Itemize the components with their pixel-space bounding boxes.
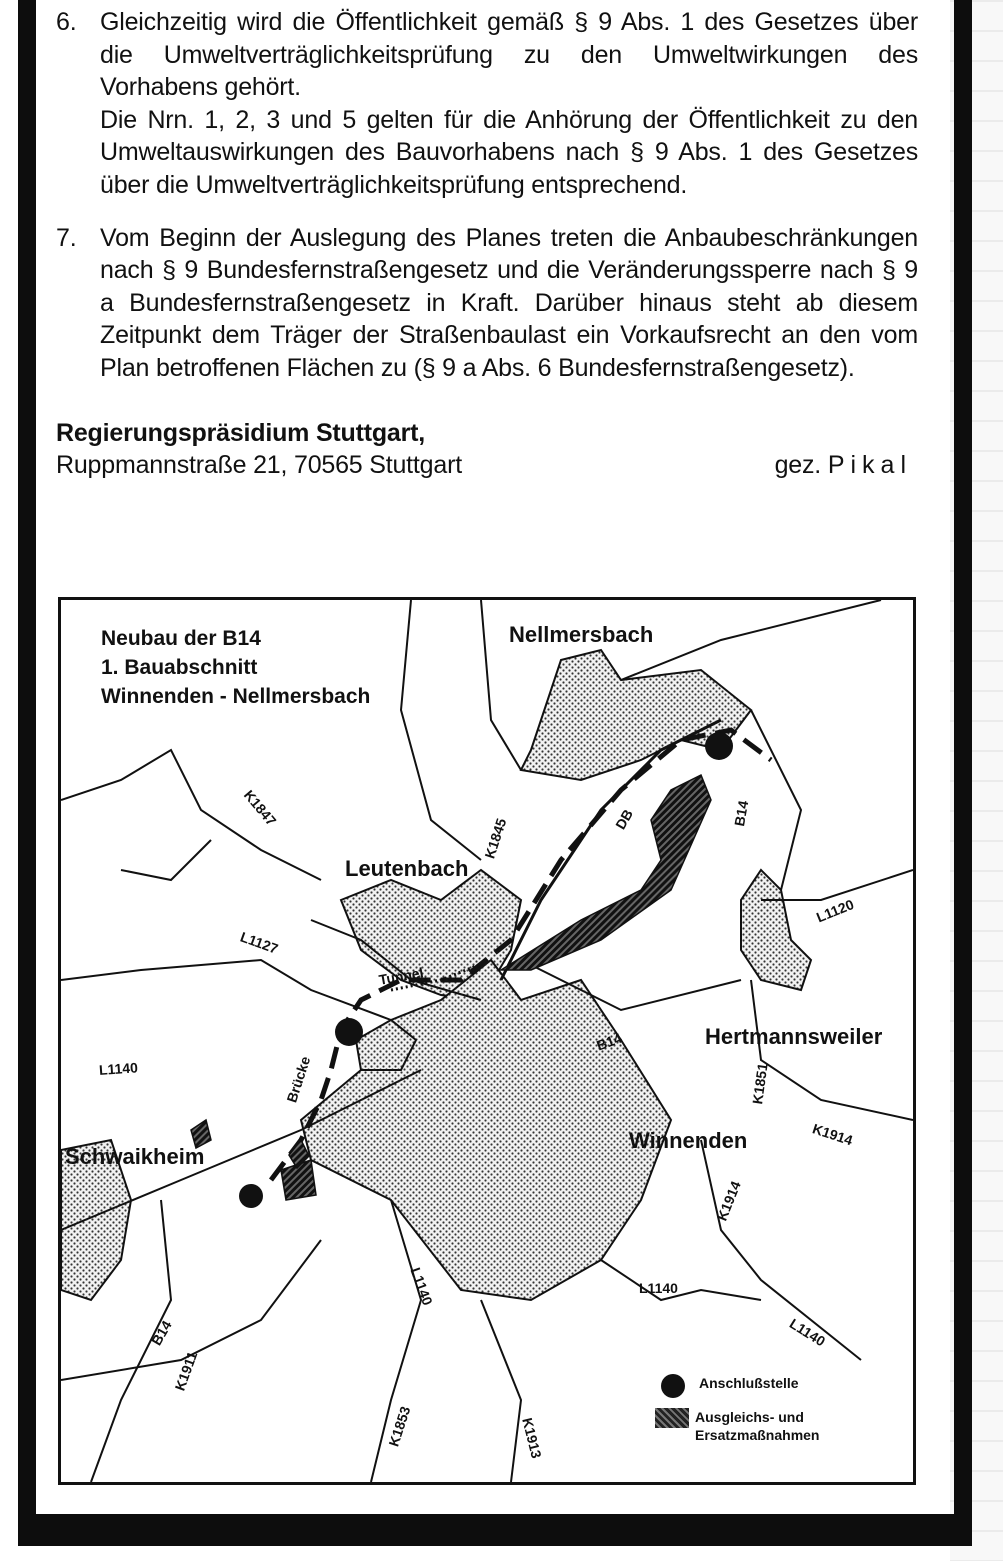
item-number: 7. (56, 223, 77, 252)
junction-symbol-icon (661, 1374, 685, 1398)
legend-label-line: Ersatzmaßnahmen (695, 1427, 820, 1443)
page-border-bottom (18, 1530, 972, 1546)
road-label-k1914-south: K1914 (713, 1178, 744, 1223)
settlement-hertmannsweiler (741, 870, 811, 990)
road-label-db: DB (612, 806, 637, 832)
road-label-k1914-east: K1914 (810, 1120, 855, 1149)
list-item-7 (56, 222, 918, 385)
road-label-b14-sw: B14 (148, 1317, 175, 1348)
signature (775, 449, 912, 482)
legend-label-line: Ausgleichs- und (695, 1409, 804, 1425)
road-label-k1851: K1851 (749, 1062, 771, 1106)
road-label-l1140-west: L1140 (98, 1059, 139, 1078)
settlement-areas (61, 650, 811, 1300)
item-paragraph: Die Nrn. 1, 2, 3 und 5 gelten für die Anhörung der Öffentlichkeit zu den Umweltauswirkungen des Bauvorhabens nach § 9 Abs. 1 des Gesetzes über die Umweltverträglichkeitsprüfung entsprechend. (100, 105, 918, 199)
road-label-l1140-mid: L1140 (639, 1280, 678, 1296)
town-hertmannsweiler: Hertmannsweiler (705, 1024, 883, 1049)
notice-text (56, 6, 918, 482)
signed-prefix: gez. (774, 451, 822, 480)
road-label-k1847: K1847 (240, 786, 280, 829)
legend-compensation (655, 1408, 819, 1444)
town-winnenden: Winnenden (629, 1128, 748, 1153)
road-label-k1853: K1853 (385, 1404, 414, 1449)
legend-junction (661, 1374, 799, 1398)
road-label-k1845: K1845 (481, 816, 510, 861)
settlement-nellmersbach (521, 650, 751, 780)
legend-label (695, 1408, 819, 1444)
road-label-tunnel: Tunnel (377, 964, 425, 988)
road-label-k1911: K1911 (171, 1349, 201, 1393)
route-map (58, 597, 916, 1485)
town-nellmersbach: Nellmersbach (509, 622, 654, 647)
road-label-l1140-south: L1140 (407, 1265, 436, 1308)
item-number: 6. (56, 8, 77, 36)
map-title (101, 624, 370, 711)
settlement-winnenden (301, 960, 671, 1300)
legend-label: Anschlußstelle (699, 1375, 799, 1391)
road-label-b14-mid: B14 (594, 1029, 624, 1054)
road-label-b14-north: B14 (731, 799, 752, 828)
authority-name: Regierungspräsidium Stuttgart, (56, 418, 426, 447)
item-paragraph: Gleichzeitig wird die Öffentlichkeit gemäß § 9 Abs. 1 des Gesetzes über die Umweltverträglichkeitsprüfung zu den Umweltwirkungen des Vorhabens gehört. (100, 8, 918, 102)
town-leutenbach: Leutenbach (345, 856, 469, 881)
authority-address: Ruppmannstraße 21, 70565 Stuttgart (56, 451, 462, 480)
road-label-bruecke: Brücke (283, 1054, 314, 1105)
road-label-l1140-east: L1140 (786, 1315, 829, 1350)
road-label-l1127: L1127 (238, 928, 281, 957)
road-label-l1120: L1120 (814, 895, 857, 926)
road-label-k1913: K1913 (519, 1416, 545, 1460)
hatch-symbol-icon (655, 1408, 689, 1428)
item-paragraph: Vom Beginn der Auslegung des Planes treten die Anbaubeschränkungen nach § 9 Bundesfernstraßengesetz und die Veränderungssperre nach § 9 a Bundesfernstraßengesetz in Kraft. Darüber hinaus steht ab diesem Zeitpunkt dem Träger der Straßenbaulast ein Vorkaufsrecht an den vom Plan betroffenen Flächen zu (§ 9 a Abs. 6 Bundesfernstraßengesetz). (100, 223, 918, 382)
map-title-line: 1. Bauabschnitt (101, 656, 258, 679)
map-title-line: Winnenden - Nellmersbach (101, 685, 371, 708)
town-schwaikheim: Schwaikheim (65, 1144, 205, 1169)
signature-block (56, 417, 918, 482)
signed-name: Pikal (827, 451, 912, 480)
map-title-line: Neubau der B14 (101, 627, 261, 650)
list-item-6 (56, 6, 918, 202)
